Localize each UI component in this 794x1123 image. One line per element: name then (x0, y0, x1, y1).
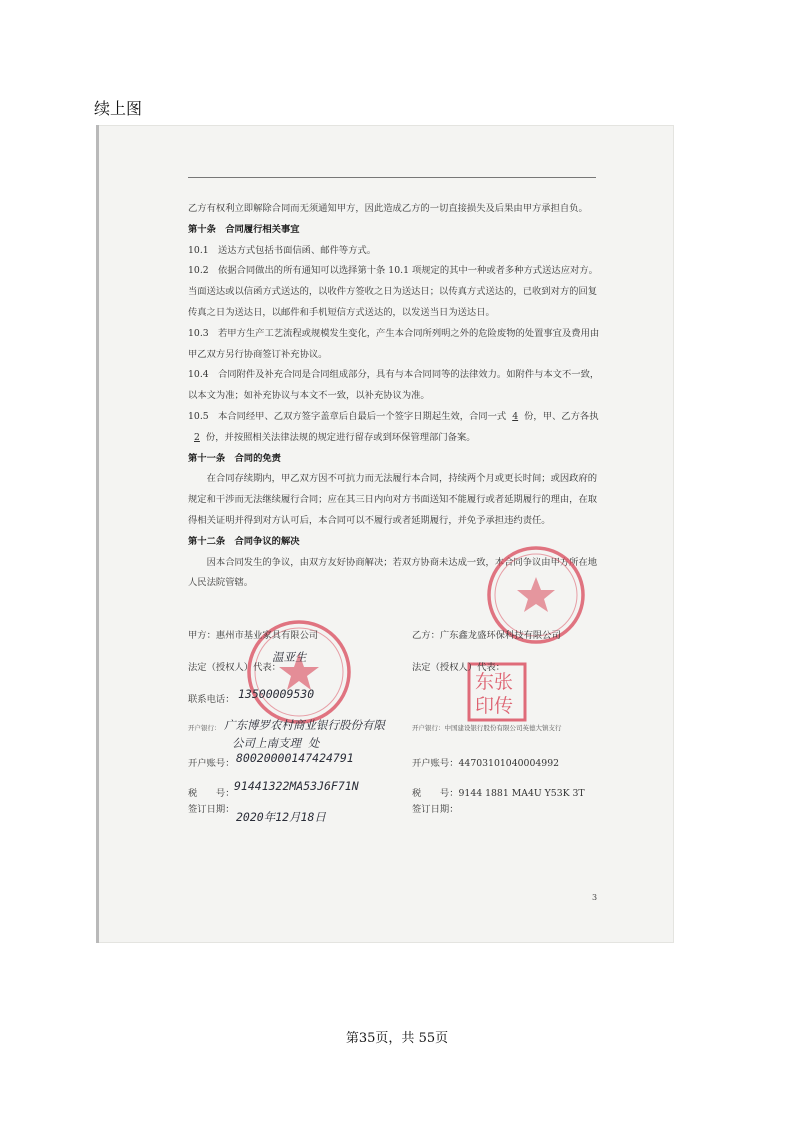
party-a-account: 80020000147424791 (236, 751, 354, 765)
section-heading-12: 第十二条 合同争议的解决 (188, 535, 300, 547)
party-a-phone: 13500009530 (238, 687, 315, 701)
party-b-account: 开户账号：44703101040004992 (412, 758, 560, 769)
party-a-tax-label: 税 号： (188, 788, 235, 799)
contract-body (188, 199, 600, 594)
paragraph: 乙方有权利立即解除合同而无须通知甲方，因此造成乙方的一切直接损失及后果由甲方承担自负。 (188, 203, 588, 214)
section-heading-11: 第十一条 合同的免责 (188, 452, 281, 464)
party-a-bank-line2: 公司上南支理 处 (232, 736, 320, 750)
party-b-bank: 开户银行：中国建设银行股份有限公司英德大镇支行 (412, 724, 562, 732)
party-a-phone-label: 联系电话： (188, 694, 235, 705)
party-b-name: 乙方：广东鑫龙盛环保科技有限公司 (412, 630, 561, 641)
clause-10-4: 10.4 合同附件及补充合同是合同组成部分，具有与本合同同等的法律效力。如附件与本文不一致，以本文为准；如补充协议与本文不一致，以补充协议为准。 (188, 369, 600, 402)
copies-each: 2 (194, 431, 200, 443)
clause-12: 因本合同发生的争议，由双方友好协商解决；若双方协商未达成一致，本合同争议由甲方所在地人民法院管辖。 (188, 556, 598, 589)
svg-text:印传: 印传 (475, 695, 514, 717)
party-b-rep: 法定（授权人）代表： (412, 662, 505, 673)
party-b-date-label: 签订日期： (412, 804, 459, 815)
party-a-name: 甲方：惠州市基业家具有限公司 (188, 630, 319, 641)
scanned-contract-page (96, 125, 674, 943)
clause-10-5-part2: 份，甲、乙方各执 (524, 410, 599, 422)
party-a-tax: 91441322MA53J6F71N (234, 779, 359, 793)
clause-10-5 (188, 407, 600, 449)
clause-10-2: 10.2 依据合同做出的所有通知可以选择第十条 10.1 项规定的其中一种或者多种方式送达应对方。当面送达或以信函方式送达的，以收件方签收之日为送达日；以传真方式送达的，已收到对方的回复传真之日为送达日，以邮件和手机短信方式送达的，以发送当日为送达日。 (188, 265, 598, 318)
party-a-rep: 法定（授权人）代表： (188, 662, 281, 673)
copies-count: 4 (512, 410, 519, 422)
party-a-date-label: 签订日期： (188, 804, 235, 815)
party-a-bank-label: 开户银行： (188, 724, 221, 732)
clause-10-3: 10.3 若甲方生产工艺流程或规模发生变化，产生本合同所列明之外的危险废物的处置事宜及费用由甲乙双方另行协商签订补充协议。 (188, 327, 600, 360)
clause-10-1: 10.1 送达方式包括书面信函、邮件等方式。 (188, 244, 377, 256)
page-footer: 第35页，共 55页 (345, 1031, 449, 1046)
svg-text:东张: 东张 (475, 671, 514, 693)
party-a-account-label: 开户账号： (188, 758, 235, 769)
party-a-bank: 广东博罗农村商业银行股份有限 (224, 718, 385, 732)
party-a-date: 2020年12月18日 (236, 810, 326, 824)
caption: 续上图 (94, 99, 143, 118)
scan-page-number: 3 (592, 893, 598, 902)
section-heading-10: 第十条 合同履行相关事宜 (188, 223, 300, 235)
party-b-tax: 税 号：9144 1881 MA4U Y53K 3T (412, 788, 585, 799)
clause-11: 在合同存续期内，甲乙双方因不可抗力而无法履行本合同，持续两个月或更长时间；或因政府的规定和干涉而无法继续履行合同；应在其三日内向对方书面送知不能履行或者延期履行的理由，在取得相关证明并得到对方认可后，本合同可以不履行或者延期履行，并免予承担违约责任。 (188, 473, 598, 526)
clause-10-5-part3: 份，并按照相关法律法规的规定进行留存或到环保管理部门备案。 (205, 431, 476, 443)
header-rule (188, 177, 596, 178)
clause-10-5-part1: 10.5 本合同经甲、乙双方签字盖章后自最后一个签字日期起生效，合同一式 (188, 410, 507, 422)
party-a-rep-signature: 温亚生 (272, 650, 307, 664)
